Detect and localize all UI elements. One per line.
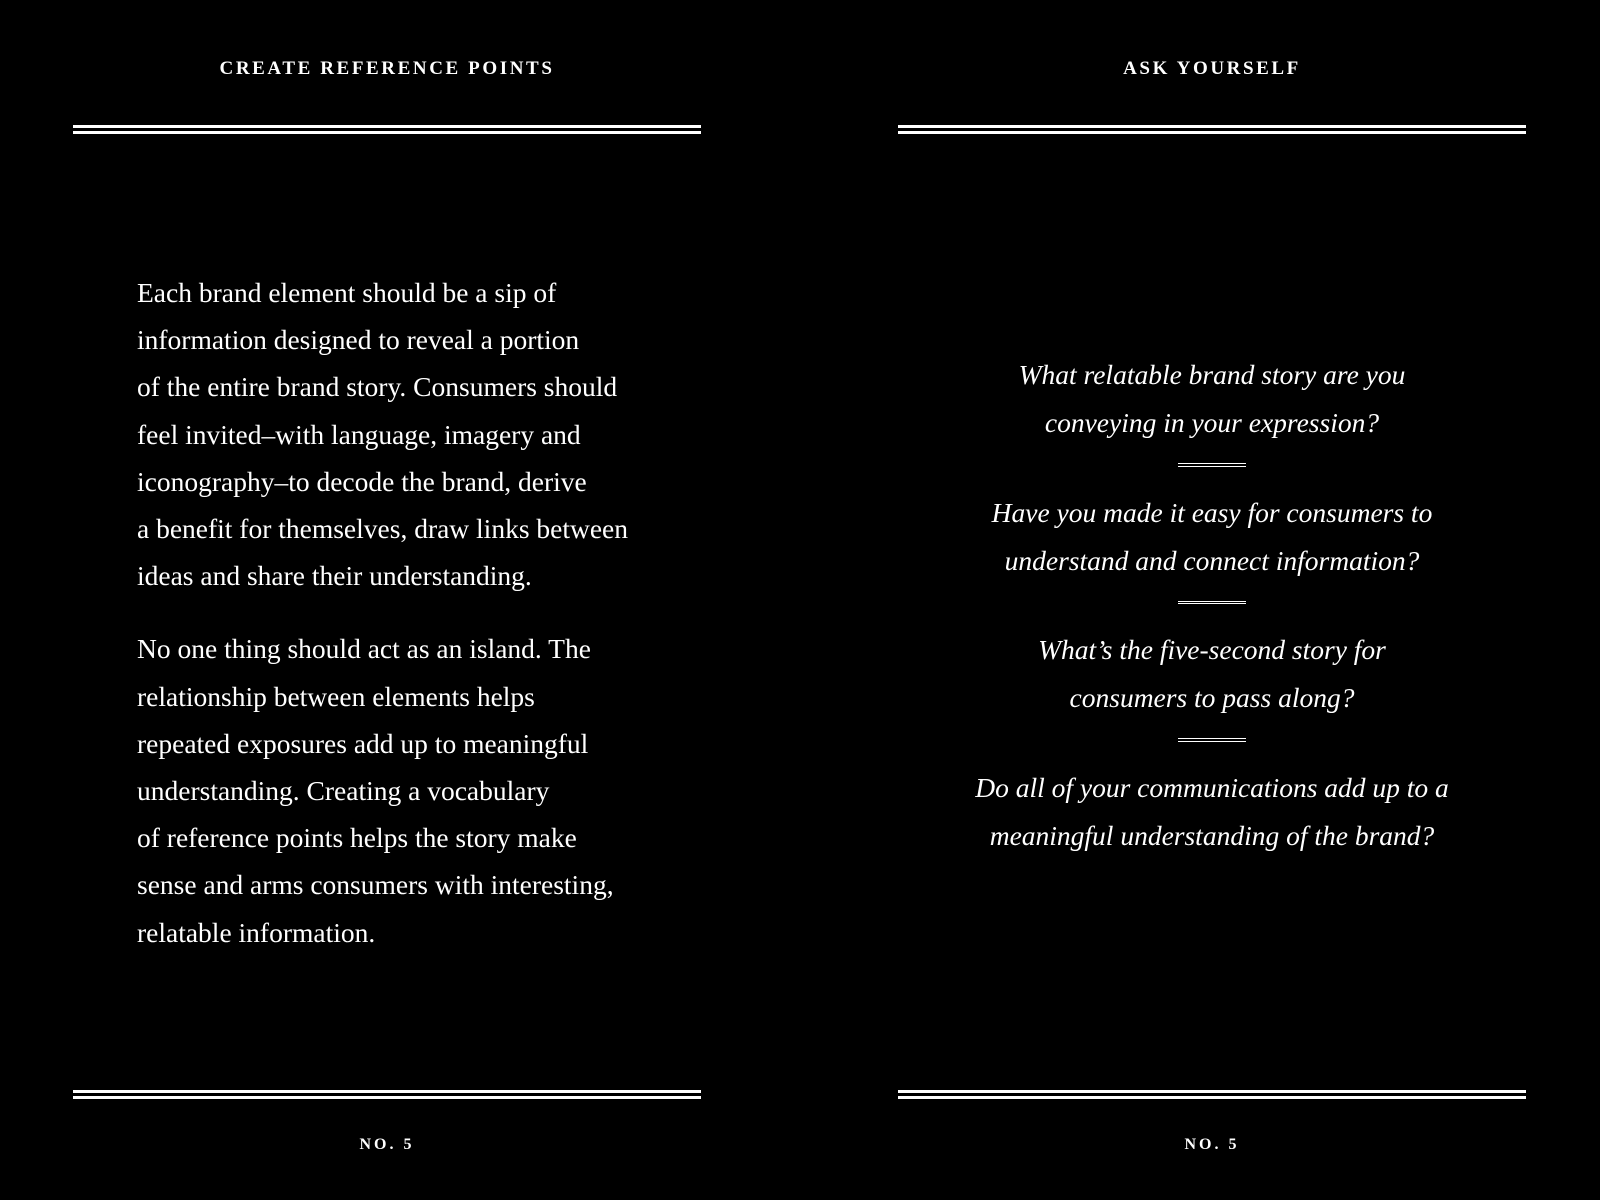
right-page	[898, 0, 1526, 1200]
question-line: meaningful understanding of the brand?	[989, 819, 1435, 851]
text-line: sense and arms consumers with interesting,	[137, 869, 614, 901]
text-line: Each brand element should be a sip of	[137, 277, 557, 308]
question-divider	[1178, 738, 1246, 742]
right-top-double-rule	[898, 125, 1526, 134]
text-line: No one thing should act as an island. The	[137, 633, 591, 665]
question-line: consumers to pass along?	[1069, 682, 1355, 713]
question-line: understand and connect information?	[1004, 544, 1420, 576]
left-body-text	[137, 269, 677, 982]
question-line: What relatable brand story are you	[1018, 359, 1406, 390]
text-line: information designed to reveal a portion	[137, 324, 580, 356]
right-page-number: NO. 5	[1184, 1136, 1240, 1153]
left-page-number: NO. 5	[359, 1136, 415, 1153]
text-line: feel invited–with language, imagery and	[137, 418, 581, 450]
question-divider	[1178, 601, 1246, 605]
question-item	[898, 351, 1526, 447]
left-bottom-double-rule	[73, 1090, 701, 1099]
text-line: of reference points helps the story make	[137, 822, 577, 854]
text-line: a benefit for themselves, draw links between	[137, 513, 629, 545]
text-line: iconography–to decode the brand, derive	[137, 465, 587, 497]
question-line: conveying in your expression?	[1044, 407, 1380, 438]
question-line: Have you made it easy for consumers to	[991, 496, 1433, 528]
right-bottom-double-rule	[898, 1090, 1526, 1099]
left-page	[73, 0, 701, 1200]
text-line: of the entire brand story. Consumers should	[137, 371, 618, 403]
question-divider	[1178, 463, 1246, 467]
question-line: What’s the five-second story for	[1038, 634, 1386, 665]
text-line: ideas and share their understanding.	[137, 560, 532, 592]
question-item	[898, 489, 1526, 585]
text-line: understanding. Creating a vocabulary	[137, 775, 550, 807]
paragraph-1	[137, 269, 677, 599]
question-list	[898, 351, 1526, 860]
question-item	[898, 626, 1526, 722]
question-item	[898, 764, 1526, 860]
left-top-double-rule	[73, 125, 701, 134]
text-line: relatable information.	[137, 916, 376, 948]
paragraph-2	[137, 625, 677, 955]
text-line: relationship between elements helps	[137, 680, 535, 712]
left-page-heading: CREATE REFERENCE POINTS	[219, 58, 555, 79]
right-page-heading: ASK YOURSELF	[1123, 58, 1301, 79]
text-line: repeated exposures add up to meaningful	[137, 727, 589, 759]
question-line: Do all of your communications add up to a	[975, 771, 1449, 803]
